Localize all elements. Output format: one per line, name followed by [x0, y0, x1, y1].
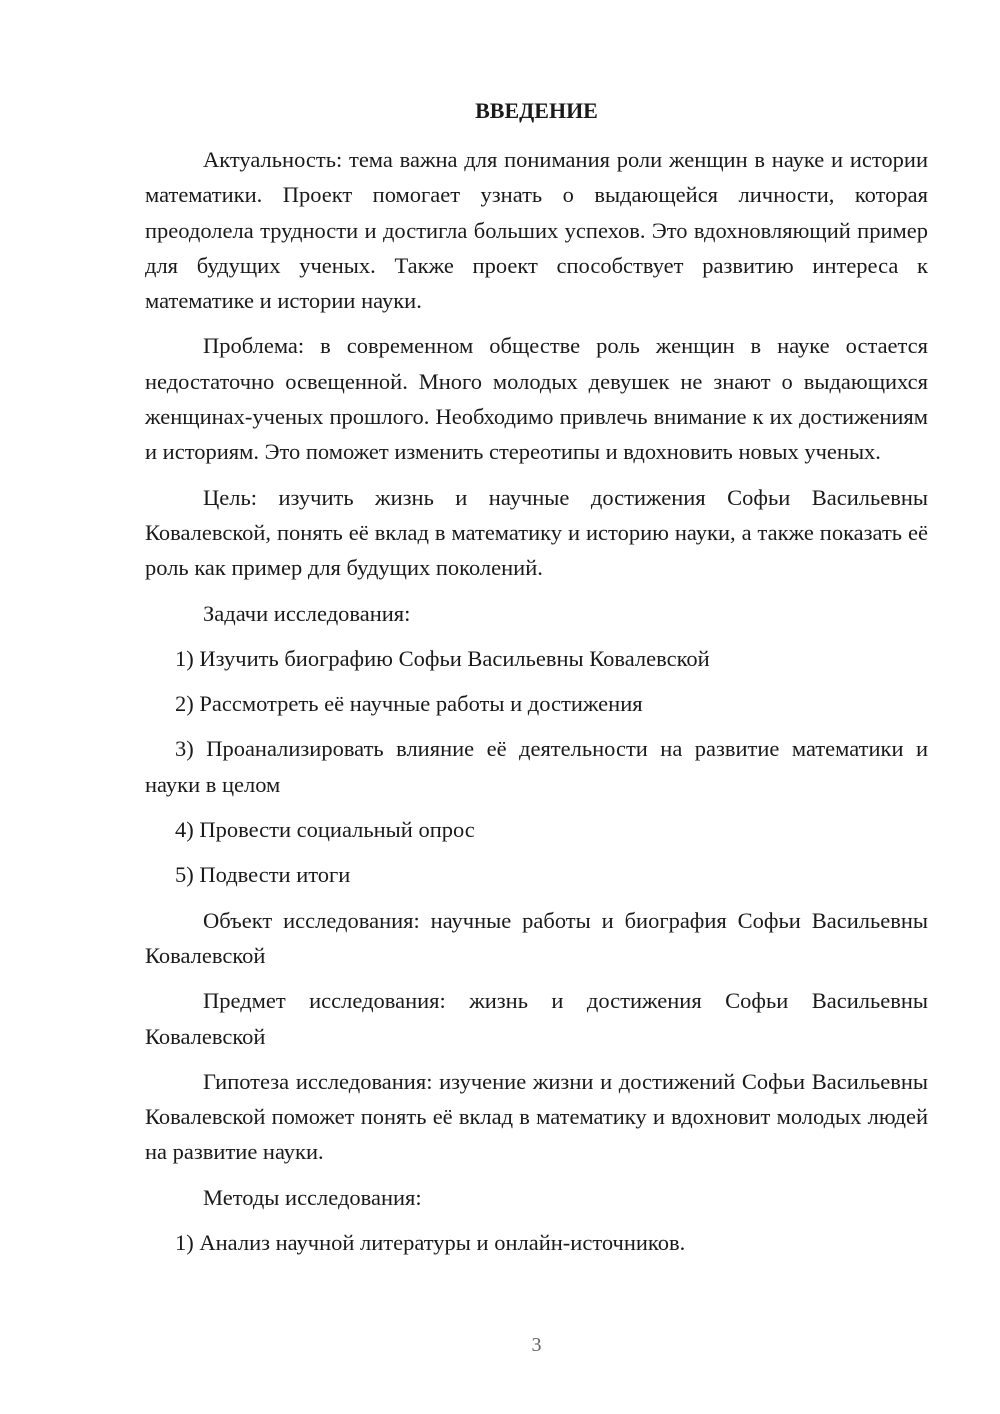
paragraph-tasks-heading: Задачи исследования: — [203, 600, 411, 626]
document-page — [145, 0, 928, 1414]
document-body — [145, 142, 928, 1260]
task-item-2: 2) Рассмотреть её научные работы и достижения — [175, 691, 643, 717]
paragraph-relevance: Актуальность: тема важна для понимания роли женщин в науке и истории математики. Проект помогает узнать о выдающейся личности, которая преодолела трудности и достигла больших успехов. Это вдохновляющий пример для будущих ученых. Также проект способствует развитию интереса к математике и истории науки. — [145, 147, 928, 314]
task-item-4: 4) Провести социальный опрос — [175, 817, 475, 843]
task-item-1: 1) Изучить биографию Софьи Васильевны Ковалевской — [175, 645, 710, 671]
method-item-1: 1) Анализ научной литературы и онлайн-источников. — [175, 1230, 686, 1256]
paragraph-methods-heading: Методы исследования: — [203, 1184, 422, 1210]
paragraph-problem: Проблема: в современном обществе роль женщин в науке остается недостаточно освещенной. Много молодых девушек не знают о выдающихся женщинах-ученых прошлого. Необходимо привлечь внимание к их достижениям и историям. Это поможет изменить стереотипы и вдохновить новых ученых. — [145, 333, 928, 465]
section-heading: ВВЕДЕНИЕ — [475, 98, 598, 123]
paragraph-goal: Цель: изучить жизнь и научные достижения Софьи Васильевны Ковалевской, понять её вклад в математику и историю науки, а также показать её роль как пример для будущих поколений. — [145, 484, 928, 581]
page-number: 3 — [531, 1334, 542, 1356]
task-item-3: 3) Проанализировать влияние её деятельности на развитие математики и науки в целом — [145, 736, 928, 797]
paragraph-hypothesis: Гипотеза исследования: изучение жизни и достижений Софьи Васильевны Ковалевской поможет понять её вклад в математику и вдохновит молодых людей на развитие науки. — [145, 1068, 928, 1165]
paragraph-object: Объект исследования: научные работы и биография Софьи Васильевны Ковалевской — [145, 907, 928, 968]
paragraph-subject: Предмет исследования: жизнь и достижения Софьи Васильевны Ковалевской — [145, 988, 928, 1049]
task-item-5: 5) Подвести итоги — [175, 862, 351, 888]
